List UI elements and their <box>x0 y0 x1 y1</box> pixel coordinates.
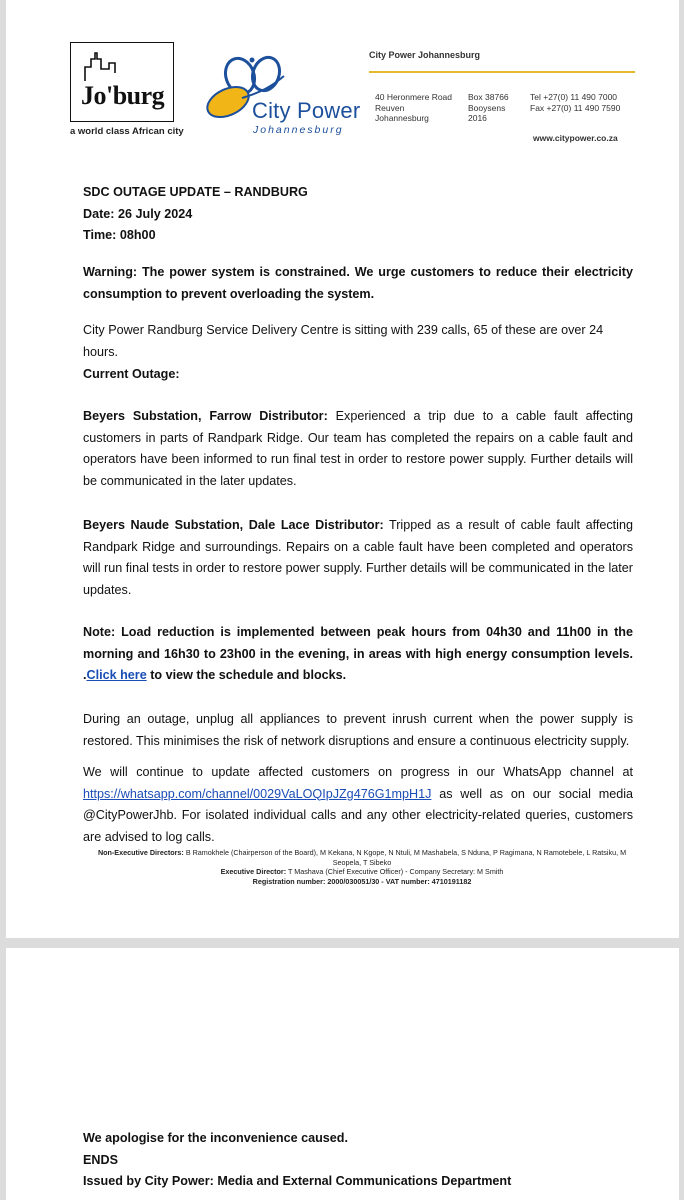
address-street <box>375 92 452 124</box>
ends-marker: ENDS <box>83 1152 118 1167</box>
update-time: Time: 08h00 <box>83 228 156 243</box>
header-divider <box>369 71 635 73</box>
document-page-1 <box>6 0 679 938</box>
apology: We apologise for the inconvenience caused. <box>83 1131 349 1145</box>
update-text-after: as well as on our social media @CityPowerJhb. For isolated individual calls and any other electricity-related queries, customers are advised to log calls. <box>83 786 633 844</box>
address-line: Box 38766 <box>468 92 509 102</box>
outage-location: Beyers Naude Substation, Dale Lace Distributor: <box>83 518 384 532</box>
address-line: Johannesburg <box>375 113 429 123</box>
city-power-subtitle: Johannesburg <box>253 124 344 136</box>
update-title: SDC OUTAGE UPDATE – RANDBURG <box>83 185 308 199</box>
issued-by: Issued by City Power: Media and External Communications Department <box>83 1174 512 1189</box>
document-page-2 <box>6 948 679 1200</box>
current-outage-heading: Current Outage: <box>83 367 180 381</box>
contact-numbers <box>530 92 620 113</box>
footer-label: Executive Director: <box>220 867 287 877</box>
outage-description: Experienced a trip due to a cable fault affecting customers in parts of Randpark Ridge. Our team has completed the repairs on a cable fault and operators have been informed to run final test in order to restore power supply. Further details will be communicated in the later updates. <box>83 409 634 488</box>
address-line: Booysens <box>468 102 506 113</box>
whatsapp-channel-link[interactable]: https://whatsapp.com/channel/0029VaLOQIpJZg476G1mpH1J <box>83 786 432 801</box>
directors-footer <box>92 848 632 886</box>
warning-paragraph: Warning: The power system is constrained. We urge customers to reduce their electricity consumption to prevent overloading the system. <box>83 265 633 301</box>
footer-label: Non-Executive Directors: <box>97 848 184 857</box>
calls-paragraph: City Power Randburg Service Delivery Centre is sitting with 239 calls, 65 of these are over 24 hours. <box>83 323 604 359</box>
outage-entry <box>83 515 633 601</box>
update-text: We will continue to update affected customers on progress in our WhatsApp channel at <box>83 765 633 779</box>
load-reduction-note <box>83 622 633 687</box>
update-paragraph <box>83 762 633 848</box>
joburg-wordmark: Jo'burg <box>81 81 165 110</box>
fax: Fax +27(0) 11 490 7590 <box>530 102 621 113</box>
address-line: 40 Heronmere Road <box>375 92 453 102</box>
note-after: to view the schedule and blocks. <box>146 668 347 683</box>
joburg-logo <box>70 42 174 122</box>
outage-entry <box>83 406 633 492</box>
outage-location: Beyers Substation, Farrow Distributor: <box>83 409 328 423</box>
company-website: www.citypower.co.za <box>533 133 618 143</box>
address-line: 2016 <box>468 113 487 123</box>
address-line: Reuven <box>375 102 405 113</box>
joburg-tagline: a world class African city <box>70 126 184 137</box>
update-date: Date: 26 July 2024 <box>83 206 193 221</box>
executive-director <box>92 867 632 877</box>
city-power-wordmark: City Power <box>252 98 361 123</box>
telephone: Tel +27(0) 11 490 7000 <box>530 92 618 102</box>
schedule-link[interactable]: Click here <box>86 668 147 683</box>
footer-names: B Ramokhele (Chairperson of the Board), M Kekana, N Kgope, N Ntuli, M Mashabela, S Nduna, P Ragimana, N Ramotebele, L Ratsiku, M Seopela, T Sibeko <box>185 848 627 867</box>
registration-details: Registration number: 2000/030051/30 - VAT number: 4710191182 <box>252 876 472 886</box>
non-executive-directors <box>92 848 632 867</box>
unplug-paragraph: During an outage, unplug all appliances to prevent inrush current when the power supply is restored. This minimises the risk of network disruptions and ensure a continuous electricity supply. <box>83 712 633 748</box>
joburg-skyline-icon <box>79 49 165 83</box>
closing-block <box>83 1128 633 1193</box>
footer-names: T Mashava (Chief Executive Officer) - Company Secretary: M Smith <box>287 867 504 877</box>
outage-description: Tripped as a result of cable fault affecting Randpark Ridge and surroundings. Repairs on a cable fault have been completed and operators will run final tests in order to restore power supply. Further details will be communicated in the later updates. <box>83 518 633 597</box>
company-name: City Power Johannesburg <box>369 50 481 60</box>
note-text: Note: Load reduction is implemented between peak hours from 04h30 and 11h00 in the morning and 16h30 to 23h00 in the evening, in areas with high energy consumption levels. . <box>83 625 633 683</box>
update-header <box>83 182 633 247</box>
address-postal <box>468 92 509 124</box>
